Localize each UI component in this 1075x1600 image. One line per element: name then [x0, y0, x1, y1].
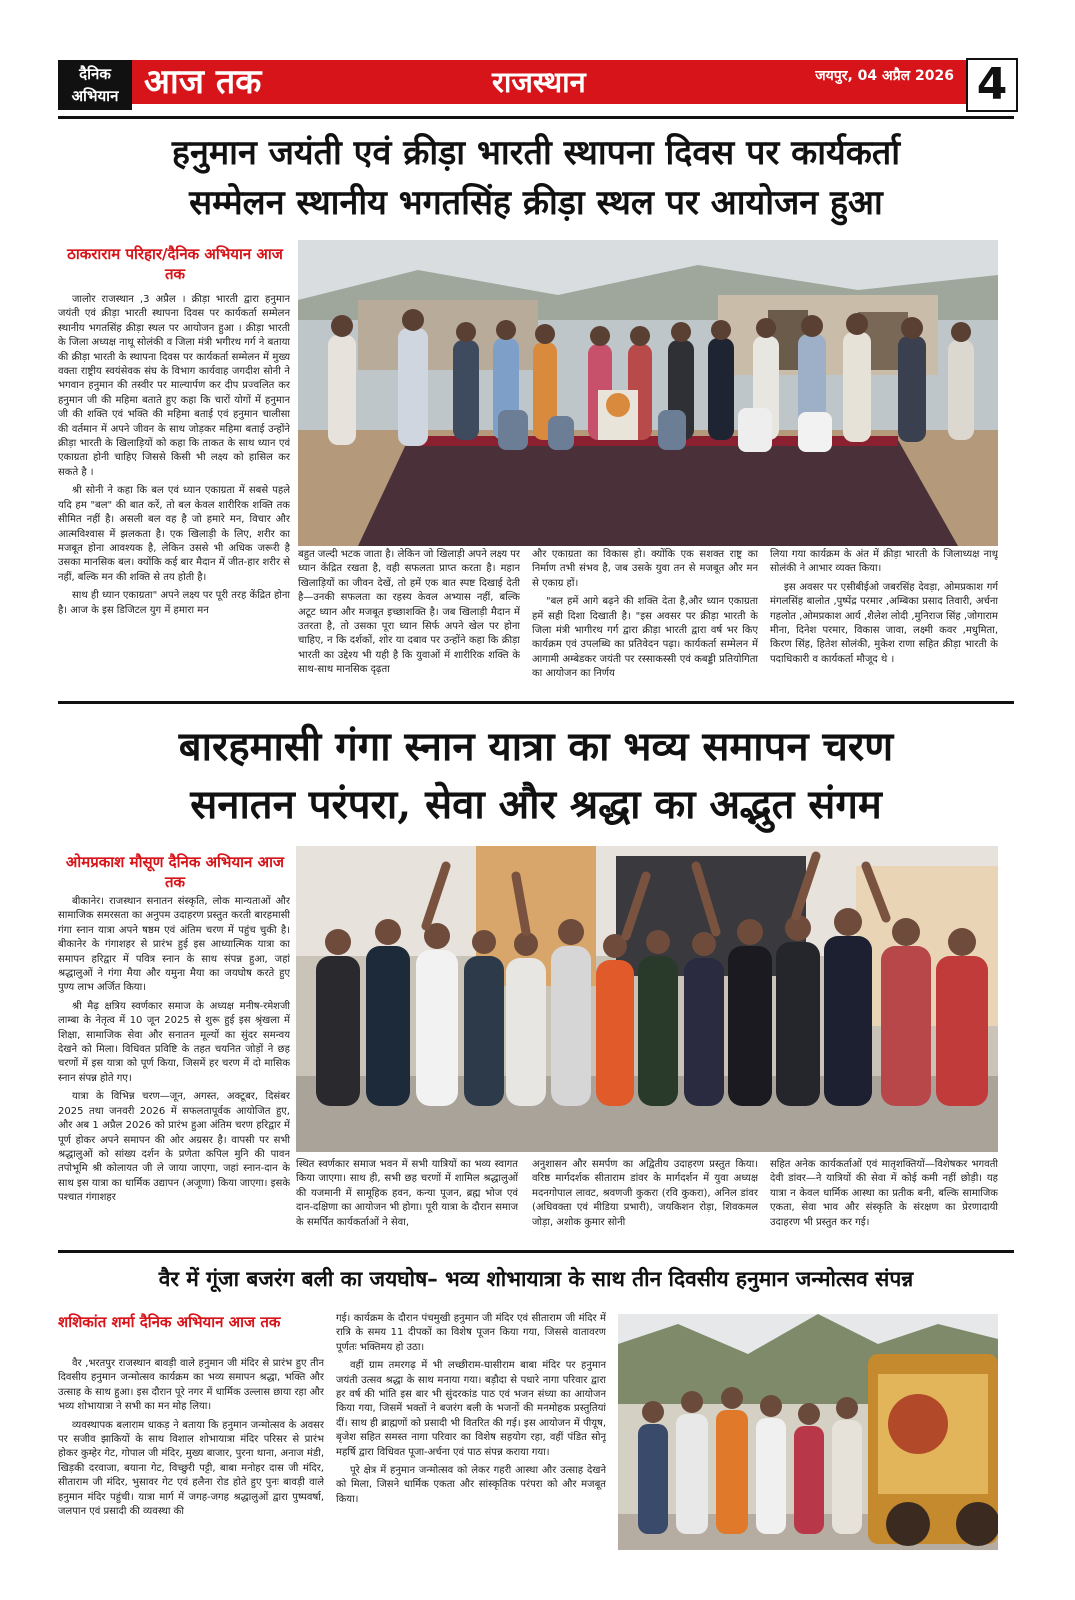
story3-headline: वैर में गूंजा बजरंग बली का जयघोष– भव्य शोभायात्रा के साथ तीन दिवसीय हनुमान जन्मोत्सव संपन्न — [158, 1267, 914, 1291]
story3-col1-para2: व्यवस्थापक बलाराम धाकड़ ने बताया कि हनुमान जन्मोत्सव के अवसर पर सजीव झाकियों के साथ विशाल शोभायात्रा मंदिर परिसर से प्रारंभ होकर कुम्हेर गेट, गोपाल जी मंदिर, मुख्य बाजार, पुरना थाना, अनाज मंडी, खिड़की दरवाजा, बयाना गेट, विच्छुरी पट्टी, बाबा मनोहर दास जी मंदिर, सीताराम जी मंदिर, भुसावर गेट एवं हलैना रोड होते हुए पुनः बावड़ी वाले हनुमान मंदिर पहुंची। यात्रा मार्ग में जगह-जगह श्रद्धालुओं द्वारा पुष्पवर्षा, जलपान एवं प्रसादी की व्यवस्था की — [58, 1419, 324, 1518]
story1-headline-line1: हनुमान जयंती एवं क्रीड़ा भारती स्थापना दिवस पर कार्यकर्ता — [171, 133, 901, 173]
paper-name-block — [58, 60, 132, 110]
paper-name-line2: अभियान — [71, 87, 119, 105]
story2-col1-para2: श्री मैढ़ क्षत्रिय स्वर्णकार समाज के अध्यक्ष मनीष-रमेशजी लाम्बा के नेतृत्व में 10 जून 2025 से शुरू हुई इस श्रृंखला में शिक्षा, सामाजिक सेवा और सनातन मूल्यों का सुंदर समन्वय देखने को मिला। विधिवत प्रविष्टि के तहत चयनित जोड़ों ने छह चरणों में इस यात्रा को पूर्ण किया, जिसमें हर चरण में दो मासिक स्नान संपन्न होते गए। — [58, 1000, 290, 1084]
paper-name-line1: दैनिक — [79, 65, 111, 83]
story1-col1-para2: श्री सोनी ने कहा कि बल एवं ध्यान एकाग्रता में सबसे पहले यदि हम "बल" की बात करें, तो बल केवल शारीरिक शक्ति तक सीमित नहीं है। असली बल वह है जो हमारे मन, विचार और आत्मविश्वास में झलकता है। एक खिलाड़ी के लिए, शरीर का मजबूत होना आवश्यक है, लेकिन उससे भी अधिक जरूरी है उसका मानसिक बल। क्योंकि कई बार मैदान में जीत-हार शरीर से नहीं, बल्कि मन की शक्ति से तय होती है। — [58, 485, 290, 583]
story3-col2-para1: गई। कार्यक्रम के दौरान पंचमुखी हनुमान जी मंदिर एवं सीताराम जी मंदिर में रात्रि के समय 11 दीपकों का विशेष पूजन किया गया, जिससे वातावरण पूर्णतः भक्तिमय हो उठा। — [336, 1313, 606, 1353]
edition-date: जयपुर, 04 अप्रैल 2026 — [815, 68, 954, 84]
top-divider — [58, 116, 1014, 119]
story3-col2-para3: पूरे क्षेत्र में हनुमान जन्मोत्सव को लेकर गहरी आस्था और उत्साह देखने को मिला, जिसने धार्मिक एकता और सांस्कृतिक परंपरा को और मजबूत किया। — [336, 1465, 606, 1505]
story2-column-1 — [58, 895, 290, 1240]
story1-column-1 — [58, 293, 290, 693]
story1-headline-line2: सम्मेलन स्थानीय भगतसिंह क्रीड़ा स्थल पर आयोजन हुआ — [189, 183, 883, 223]
story3-column-2 — [336, 1312, 606, 1553]
story2-col4-para1: सहित अनेक कार्यकर्ताओं एवं मातृशक्तियों—विशेषकर भगवती देवी डांवर—ने यात्रियों की सेवा में कोई कमी नहीं छोड़ी। यह यात्रा न केवल धार्मिक आस्था का प्रतीक बनी, बल्कि सामाजिक एकता, सेवा भाव और संस्कृति के संरक्षण का प्रेरणादायी उदाहरण भी प्रस्तुत कर गई। — [770, 1159, 998, 1228]
story1-col1-para1: जालोर राजस्थान ,3 अप्रैल । क्रीड़ा भारती द्वारा हनुमान जयंती एवं क्रीड़ा भारती स्थापना दिवस पर कार्यकर्ता सम्मेलन स्थानीय भगतसिंह क्रीड़ा स्थल पर आयोजन हुआ । क्रीड़ा भारती के जिला अध्यक्ष नाथू सोलंकी व जिला मंत्री भगीरथ गर्ग ने बताया की क्रीड़ा भारती के स्थापना दिवस पर कार्यकर्ता सम्मेलन में मुख्य वक्ता राष्ट्रीय स्वयंसेवक संघ के विभाग कार्यवाह जगदीश सोनी ने भगवान हनुमान की तस्वीर पर माल्यार्पण कर दीप प्रज्वलित कर हनुमान जी की महिमा बताते हुए कहा कि चारों योगों में हनुमान जी की शक्ति एवं भक्ति की महिमा बताई एवं हनुमान चालीसा की वर्तमान में अपने जीवन के साथ जोड़कर महिमा बताई उन्होंने क्रीड़ा भारती के खिलाड़ियों को कहा कि ताकत के साथ ध्यान एवं एकाग्रता होनी चाहिए जिससे किसी भी लक्ष्य को हासिल कर सकते है । — [58, 294, 290, 478]
story3-col2-para2: वहीं ग्राम तमरगढ़ में भी लच्छीराम-घासीराम बाबा मंदिर पर हनुमान जयंती उत्सव श्रद्धा के साथ मनाया गया। बड़ौदा से पधारे नागा परिवार द्वारा हर वर्ष की भांति इस बार भी सुंदरकांड पाठ एवं भजन संध्या का आयोजन किया गया, जिसमें भक्तों ने बजरंग बली के भजनों की मनमोहक प्रस्तुतियां दीं। साथ ही ब्राह्मणों को प्रसादी भी वितरित की गई। इस आयोजन में पीयूष, बृजेश सहित समस्त नागा परिवार का विशेष सहयोग रहा, वहीं पंडित सोनू महर्षि द्वारा विधिवत पूजा-अर्चना एवं पाठ संपन्न कराया गया। — [336, 1360, 606, 1458]
story1-col3-para1: और एकाग्रता का विकास हो। क्योंकि एक सशक्त राष्ट्र का निर्माण तभी संभव है, जब उसके युवा तन से मजबूत और मन से एकाग्र हों। — [532, 549, 758, 589]
story1-column-4 — [770, 548, 998, 692]
story3-procession-photo — [618, 1314, 998, 1550]
region-title: राजस्थान — [492, 65, 586, 99]
story2-headline-line1: बारहमासी गंगा स्नान यात्रा का भव्य समापन चरण — [178, 723, 894, 770]
story2-byline: ओमप्रकाश मौसूण दैनिक अभियान आज तक — [65, 853, 285, 891]
story2-group-photo — [296, 846, 998, 1152]
masthead-bar — [132, 60, 1016, 104]
story2-col2-para1: स्थित स्वर्णकार समाज भवन में सभी यात्रियों का भव्य स्वागत किया जाएगा। साथ ही, सभी छह चरणों में शामिल श्रद्धालुओं की यजमानी में सामूहिक हवन, कन्या पूजन, ब्रह्म भोज एवं दान-दक्षिणा का आयोजन भी होगा। पूरी यात्रा के दौरान समाज के समर्पित कार्यकर्ताओं ने सेवा, — [296, 1159, 518, 1228]
story2-column-2 — [296, 1158, 518, 1242]
story3-byline: शशिकांत शर्मा दैनिक अभियान आज तक — [58, 1313, 281, 1331]
story2-col1-para1: बीकानेर। राजस्थान सनातन संस्कृति, लोक मान्यताओं और सामाजिक समरसता का अनुपम उदाहरण प्रस्तुत करती बारहमासी गंगा स्नान यात्रा अपने षष्ठम एवं अंतिम चरण में पहुंच चुकी है। बीकानेर के गंगाशहर से प्रारंभ हुई इस आध्यात्मिक यात्रा का समापन हरिद्वार में पवित्र स्नान के साथ संपन्न हुआ, जहां श्रद्धालुओं ने गंगा मैया और यमुना मैया का जयघोष करते हुए पुण्य लाभ अर्जित किया। — [58, 896, 290, 994]
story1-col3-para2: "बल हमें आगे बढ़ने की शक्ति देता है,और ध्यान एकाग्रता हमें सही दिशा दिखाती है। "इस अवसर पर क्रीड़ा भारती के जिला मंत्री भागीरथ गर्ग द्वारा क्रीड़ा भारती द्वारा वर्ष भर किए कार्यक्रम एवं उपलब्धि का प्रतिवेदन पढ़ा। कार्यकर्ता सम्मेलन में आगामी अम्बेडकर जयंती पर रस्साकस्सी एवं कबड्डी प्रतियोगिता का आयोजन का निर्णय — [532, 596, 758, 680]
story-divider-2 — [58, 1250, 1014, 1253]
story1-column-2 — [298, 548, 520, 692]
story2-headline-line2: सनातन परंपरा, सेवा और श्रद्धा का अद्भुत संगम — [190, 781, 882, 828]
story3-column-1 — [58, 1357, 324, 1553]
story2-column-4 — [770, 1158, 998, 1242]
story2-column-3 — [532, 1158, 758, 1242]
story1-byline: ठाकराराम परिहार/दैनिक अभियान आज तक — [67, 245, 283, 283]
story1-column-3 — [532, 548, 758, 692]
page-number: 4 — [966, 58, 1018, 112]
story1-group-photo — [298, 240, 998, 546]
story3-col1-para1: वैर ,भरतपुर राजस्थान बावड़ी वाले हनुमान जी मंदिर से प्रारंभ हुए तीन दिवसीय हनुमान जन्मोत्सव कार्यक्रम का भव्य समापन श्रद्धा, भक्ति और उत्साह के साथ हुआ। इस दौरान पूरे नगर में धार्मिक उल्लास छाया रहा और भव्य शोभायात्रा ने सभी का मन मोह लिया। — [58, 1358, 324, 1413]
story2-headline — [58, 718, 1014, 834]
story1-headline — [58, 128, 1014, 228]
story1-col2-para1: बहुत जल्दी भटक जाता है। लेकिन जो खिलाड़ी अपने लक्ष्य पर ध्यान केंद्रित रखता है, वही सफलता प्राप्त करता है। महान खिलाड़ियों का जीवन देखें, तो हमें एक बात स्पष्ट दिखाई देती है—उनकी सफलता का रहस्य केवल अभ्यास नहीं, बल्कि अटूट ध्यान और मजबूत इच्छाशक्ति है। जब खिलाड़ी मैदान में उतरता है, तो उसका पूरा ध्यान सिर्फ अपने खेल पर होना चाहिए, न कि दर्शकों, शोर या दबाव पर उन्होंने कहा कि क्रीड़ा भारती का उद्देश्य भी यही है कि युवाओं में शारीरिक शक्ति के साथ-साथ मानसिक दृढ़ता — [298, 549, 520, 676]
story2-col3-para1: अनुशासन और समर्पण का अद्वितीय उदाहरण प्रस्तुत किया। वरिष्ठ मार्गदर्शक सीताराम डांवर के मार्गदर्शन में युवा अध्यक्ष मदनगोपाल लावट, श्रवणजी कुकरा (रवि कुकरा), अनिल डांवर (अधिवक्ता एवं मीडिया प्रभारी), जयकिशन रोड़ा, शिवकमल जोड़ा, अशोक कुमार सोनी — [532, 1159, 758, 1228]
story1-col1-para3: साथ ही ध्यान एकाग्रता" अपने लक्ष्य पर पूरी तरह केंद्रित होना है। आज के इस डिजिटल युग में हमारा मन — [58, 590, 290, 616]
story-divider-1 — [58, 701, 1014, 704]
story1-col4-para2: इस अवसर पर एसीबीईओ जबरसिंह देवड़ा, ओमप्रकाश गर्ग मंगलसिंह बालोत ,पुष्पेंद्र परमार ,अम्बिका प्रसाद तिवारी, अर्चना गहलोत ,ओमप्रकाश आर्य ,शैलेश लोदी ,मुनिराज सिंह ,जोगाराम मीना, दिनेश परमार, विकास जावा, लक्ष्मी कवर ,मधुमिता, किरण सिंह, हितेश सोलंकी, मुकेश राणा सहित क्रीड़ा भारती के पदाधिकारी व कार्यकर्ता मौजूद थे । — [770, 581, 998, 665]
story1-col4-para1: लिया गया कार्यक्रम के अंत में क्रीड़ा भारती के जिलाध्यक्ष नाथू सोलंकी ने आभार व्यक्त किया। — [770, 549, 998, 575]
story2-col1-para3: यात्रा के विभिन्न चरण—जून, अगस्त, अक्टूबर, दिसंबर 2025 तथा जनवरी 2026 में सफलतापूर्वक आयोजित हुए, और अब 1 अप्रैल 2026 को प्रारंभ हुआ अंतिम चरण हरिद्वार में पूर्ण होकर अपने समापन की ओर अग्रसर है। वापसी पर सभी श्रद्धालुओं को सांख्य दर्शन के प्रणेता कपिल मुनि की पावन तपोभूमि श्री कोलायत जी ले जाया जाएगा, जहां स्नान-दान के साथ इस यात्रा का धार्मिक उद्यापन (अजूणा) किया जाएगा। इसके पश्चात गंगाशहर — [58, 1091, 290, 1204]
masthead — [58, 60, 1014, 110]
brand-logo-text: आज तक — [144, 62, 262, 102]
